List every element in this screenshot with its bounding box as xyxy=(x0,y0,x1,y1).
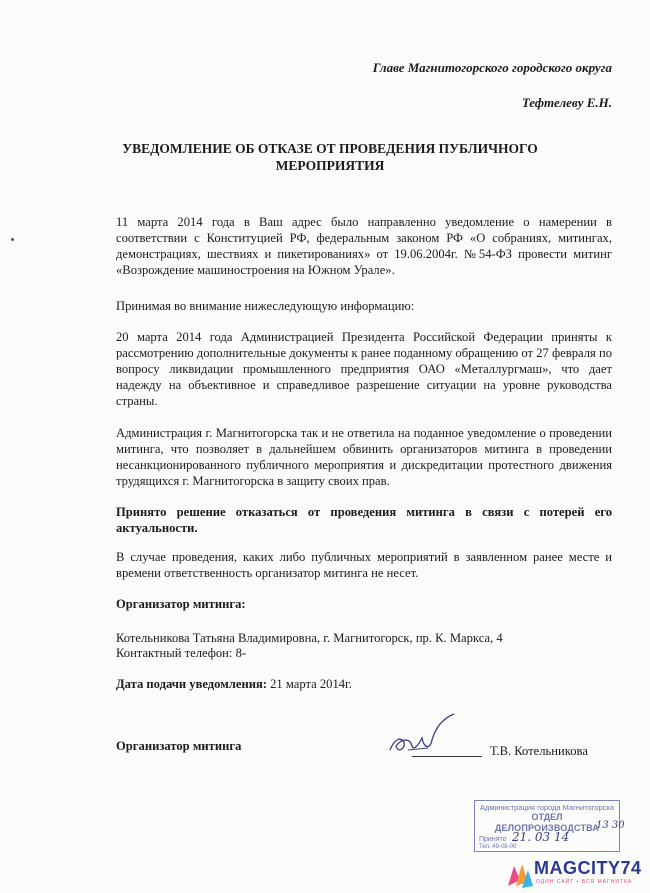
stamp-department-name: ДЕЛОПРОИЗВОДСТВА xyxy=(494,823,600,833)
title-line-2: МЕРОПРИЯТИЯ xyxy=(275,158,385,173)
submission-label: Дата подачи уведомления: xyxy=(116,677,267,691)
signatory-name: Т.В. Котельникова xyxy=(490,744,588,758)
magcity-brand: MAGCITY74 xyxy=(534,858,642,878)
stamp-handwritten-time: 13 30 xyxy=(596,820,625,831)
document-title xyxy=(120,140,540,174)
scan-speck xyxy=(11,238,14,241)
organizer-phone: Контактный телефон: 8- xyxy=(116,646,247,660)
paragraph-decision: Принято решение отказаться от проведения митинга в связи с потерей его актуальности. xyxy=(116,505,612,535)
paragraph-notification: 11 марта 2014 года в Ваш адрес было направленно уведомление о намерении в соответствии с Конституцией РФ, федеральным законом РФ «О собраниях, митингах, демонстрациях, шествиях и пикетированиях» от 19.06.2004г. №54-ФЗ провести митинг «Возрождение машиностроения на Южном Урале». xyxy=(116,215,612,277)
magcity-watermark xyxy=(506,858,646,890)
stamp-organization: Администрация города Магнитогорска xyxy=(479,803,615,812)
stamp-department: ОТДЕЛ xyxy=(531,812,563,822)
stamp-received-label: Принято xyxy=(479,836,507,843)
organizer-heading: Организатор митинга: xyxy=(116,597,246,611)
addressee-line-2: Тефтелеву Е.Н. xyxy=(521,95,612,110)
addressee-line-1: Главе Магнитогорского городского округа xyxy=(372,60,612,75)
signature-line xyxy=(412,756,482,757)
submission-date-line xyxy=(116,676,352,692)
paragraph-responsibility: В случае проведения, каких либо публичных мероприятий в заявленном ранее месте и времени ответственность организатор митинга не несет. xyxy=(116,550,612,580)
organizer-name-address: Котельникова Татьяна Владимировна, г. Магнитогорск, пр. К. Маркса, 4 xyxy=(116,631,503,645)
stamp-handwritten-date: 21. 03 14 xyxy=(512,830,570,844)
magcity-tagline: ОДИН САЙТ • ВСЯ МАГНИТКА xyxy=(536,879,633,885)
paragraph-administration-president: 20 марта 2014 года Администрацией Президента Российской Федерации приняты к рассмотрению дополнительные документы к ранее поданному обращению от 27 февраля по вопросу ликвидации промышленного предприятия ОАО «Металлургмаш», что дает надежду на объективное и справедливое разрешение ситуации на уровне руководства страны. xyxy=(116,330,612,408)
paragraph-city-administration: Администрация г. Магнитогорска так и не ответила на поданное уведомление о проведении митинга, что позволяет в дальнейшем обвинить организаторов митинга в проведении несанкционированного публичного мероприятия и дискредитации протестного движения трудящихся г. Магнитогорска в защиту своих прав. xyxy=(116,426,612,488)
stamp-phone: Тел. 49-08-00 xyxy=(479,844,517,850)
signature-label: Организатор митинга xyxy=(116,739,242,753)
magcity-logo-icon xyxy=(506,860,534,890)
submission-date: 21 марта 2014г. xyxy=(266,677,352,691)
paragraph-considering: Принимая во внимание нижеследующую информацию: xyxy=(116,299,415,313)
title-line-1: УВЕДОМЛЕНИЕ ОБ ОТКАЗЕ ОТ ПРОВЕДЕНИЯ ПУБЛИЧНОГО xyxy=(122,141,538,156)
